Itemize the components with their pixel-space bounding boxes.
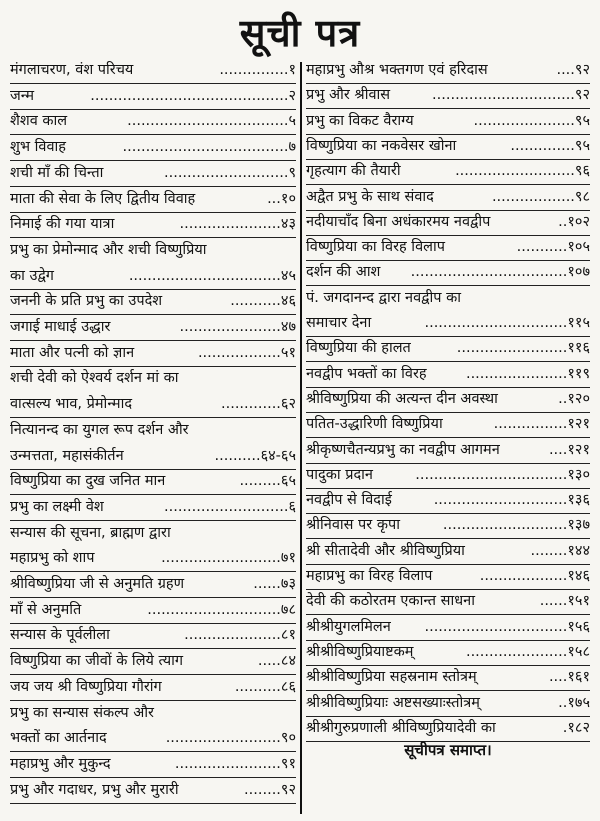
toc-entry: [10, 366, 296, 391]
toc-entry-title: शैशव काल: [10, 113, 68, 130]
toc-entry-title: श्रीश्रीविष्णुप्रिया सहस्रनाम स्तोत्रम्: [306, 669, 477, 686]
toc-entry-title: महाप्रभु का विरह विलाप: [306, 568, 433, 584]
toc-entry: [306, 438, 590, 464]
toc-entry: [306, 185, 590, 211]
toc-entry-title: मंगलाचरण, वंश परिचय: [10, 62, 134, 78]
toc-entry-page: ................१२१: [493, 416, 590, 433]
toc-entry: [306, 210, 590, 236]
toc-entry-title: प्रभु का विकट वैराग्य: [306, 112, 414, 129]
toc-entry: [10, 238, 296, 263]
toc-entry-title: पादुका प्रदान: [306, 466, 373, 483]
toc-entry-title: श्रीश्रीगुरुप्रणाली श्रीविष्णुप्रियादेवी का: [306, 719, 496, 736]
toc-entry-title: प्रभु और श्रीवास: [306, 87, 391, 104]
toc-entry: [10, 598, 296, 624]
toc-entry-page: ........९२: [244, 781, 296, 798]
toc-entry-page: ...........४६: [230, 293, 296, 310]
toc-entry: [306, 362, 590, 388]
toc-entry: [10, 495, 296, 521]
toc-entry-page: ..१७५: [558, 694, 590, 711]
toc-entry-title: देवी की कठोरतम एकान्त साधना: [306, 593, 475, 610]
toc-entry-title: प्रभु और गदाधर, प्रभु और मुरारी: [10, 781, 179, 798]
toc-entry-title: श्रीश्रीयुगलमिलन: [306, 618, 391, 635]
toc-entry-page: ...........१०५: [516, 239, 590, 256]
toc-entry-title: माता और पत्नी को ज्ञान: [10, 344, 135, 361]
toc-entry-title: जय जय श्री विष्णुप्रिया गौरांग: [10, 678, 162, 695]
toc-entry-page: ....९२: [556, 62, 590, 78]
toc-entry: [306, 260, 590, 286]
toc-entry-title: श्रीविष्णुप्रिया जी से अनुमति ग्रहण: [10, 576, 185, 592]
toc-entry-page: ...........................९: [164, 164, 296, 181]
toc-entry: [306, 412, 590, 438]
toc-entry: [306, 235, 590, 261]
toc-entry: [10, 546, 296, 572]
toc-entry-title: प्रभु का प्रेमोन्माद और शची विष्णुप्रिया: [10, 241, 207, 258]
toc-entry-page: ....................................७: [122, 139, 296, 156]
toc-entry-page: ..............९५: [510, 137, 590, 154]
toc-entry-title: दर्शन की आश: [306, 264, 381, 281]
toc-entry-title: श्रीनिवास पर कृपा: [306, 517, 400, 534]
toc-entry-page: ......................११९: [465, 365, 590, 382]
toc-entry-page: .....................८१: [184, 627, 296, 644]
toc-entry-title: शची देवी को ऐश्वर्य दर्शन मां का: [10, 370, 179, 387]
toc-entry-page: ...१०: [267, 190, 296, 207]
toc-entry: [10, 572, 296, 598]
toc-entry-page: .............................७८: [147, 601, 296, 618]
toc-entry: [306, 640, 590, 666]
toc-entry-title: समाचार देना: [306, 315, 372, 331]
toc-entry-title: नित्यानन्द का युगल रूप दर्शन और: [10, 421, 189, 438]
toc-entry-title: का उद्वेग: [10, 267, 54, 284]
toc-entry-title: वात्सल्य भाव, प्रेमोन्माद: [10, 396, 133, 413]
toc-entry: [10, 726, 296, 752]
toc-entry: [10, 109, 296, 135]
toc-entry: [306, 159, 590, 185]
toc-entry-page: .......................९१: [174, 755, 296, 772]
toc-entry: [10, 675, 296, 701]
toc-entry-title: जन्म: [10, 87, 35, 104]
toc-entry: [10, 58, 296, 84]
toc-entry-page: .........................९०: [165, 730, 296, 747]
toc-entry: [306, 691, 590, 717]
toc-entry: [10, 315, 296, 341]
toc-entry: [306, 463, 590, 489]
toc-entry: [10, 341, 296, 367]
toc-entry-page: ...............................९२: [432, 87, 590, 104]
toc-entry: [10, 418, 296, 443]
toc-entry: [10, 392, 296, 418]
toc-entry-page: ...........................................२: [90, 87, 296, 104]
toc-entry-page: ..१२०: [558, 390, 590, 407]
toc-entry-title: श्री सीतादेवी और श्रीविष्णुप्रिया: [306, 542, 465, 559]
toc-entry-title: गृहत्याग की तैयारी: [306, 163, 401, 180]
toc-entry: [10, 264, 296, 290]
toc-entry: [306, 83, 590, 109]
toc-entry-page: ........................११६: [456, 340, 590, 357]
toc-entry-title: अद्वैत प्रभु के साथ संवाद: [306, 188, 434, 205]
toc-entry: [306, 564, 590, 590]
toc-entry-title: माँ से अनुमति: [10, 601, 82, 618]
toc-entry: [306, 311, 590, 337]
toc-entry: [10, 752, 296, 778]
toc-entry-title: महाप्रभु को शाप: [10, 550, 95, 567]
toc-entry-page: ......................४३: [179, 216, 296, 233]
toc-entry: [306, 134, 590, 160]
toc-entry: [10, 187, 296, 213]
toc-entry-title: सन्यास के पूर्वलीला: [10, 627, 110, 644]
toc-entry-title: निमाई की गया यात्रा: [10, 216, 115, 233]
toc-entry-page: ......७३: [253, 576, 296, 592]
toc-entry-page: ...............................१५६: [424, 618, 590, 635]
toc-entry-page: ....१२१: [548, 441, 590, 458]
toc-entry-page: ..........८६: [234, 678, 296, 695]
toc-entry: [306, 615, 590, 641]
page-title: सूची पत्र: [239, 11, 361, 55]
toc-entry-title: श्रीश्रीविष्णुप्रियाः अष्टसख्याःस्तोत्रम्: [306, 694, 480, 711]
toc-entry: [10, 778, 296, 804]
toc-entry-title: महाप्रभु औश्र भक्तगण एवं हरिदास: [306, 62, 488, 78]
toc-entry-title: शुभ विवाह: [10, 139, 66, 156]
toc-entry-title: भक्तों का आर्तनाद: [10, 730, 107, 747]
toc-entry: [306, 488, 590, 514]
toc-entry-title: उन्मत्तता, महासंकीर्तन: [10, 447, 124, 464]
toc-entry-page: ..........................९६: [455, 163, 590, 180]
toc-entry-page: ...................................५: [127, 113, 296, 130]
toc-entry-page: .............६२: [221, 396, 296, 413]
toc-entry-page: ..................................१०७: [410, 264, 590, 281]
toc-entry-title: श्रीविष्णुप्रिया की अत्यन्त दीन अवस्था: [306, 390, 498, 407]
toc-entry-title: सन्यास की सूचना, ब्राह्मण द्वारा: [10, 524, 171, 541]
toc-entry-title: विष्णुप्रिया का नकवेसर खोना: [306, 137, 457, 154]
toc-entry: [306, 539, 590, 565]
column-divider: [300, 62, 302, 814]
toc-entry: [306, 387, 590, 413]
toc-entry-page: .१८२: [562, 719, 590, 736]
toc-entry-title: माता की सेवा के लिए द्वितीय विवाह: [10, 190, 196, 207]
toc-entry: [306, 109, 590, 135]
toc-entry: [306, 286, 590, 311]
toc-entry-title: नवद्वीप से विदाई: [306, 492, 392, 509]
toc-entry-title: विष्णुप्रिया का दुख जनित मान: [10, 473, 166, 490]
toc-entry: [10, 84, 296, 110]
toc-entry-page: ...............................११५: [424, 315, 590, 331]
toc-entry-title: विष्णुप्रिया की हालत: [306, 340, 411, 357]
toc-entry-page: .............................१३६: [433, 492, 590, 509]
toc-entry-title: पतित-उद्धारिणी विष्णुप्रिया: [306, 416, 443, 433]
toc-entry-page: ......१५१: [539, 593, 590, 610]
toc-entry-page: ...........................६: [164, 498, 296, 515]
toc-entry-page: ......................१५८: [465, 643, 590, 660]
toc-entry-page: ...................१४६: [479, 568, 590, 584]
toc-entry-title: पं. जगदानन्द द्वारा नवद्वीप का: [306, 289, 461, 306]
toc-entry-title: महाप्रभु और मुकुन्द: [10, 755, 111, 772]
toc-entry-page: ......................९५: [473, 112, 590, 129]
toc-entry: [306, 58, 590, 84]
toc-entry-title: शची माँ की चिन्ता: [10, 164, 104, 181]
toc-entry-page: .....८४: [257, 653, 296, 670]
toc-entry-page: ..१०२: [558, 213, 590, 230]
toc-entry-page: ......................४७: [179, 319, 296, 335]
toc-entry-title: प्रभु का लक्ष्मी वेश: [10, 498, 104, 515]
toc-entry-page: .........६५: [239, 473, 296, 490]
toc-entry: [10, 444, 296, 470]
toc-entry: [10, 161, 296, 187]
toc-entry: [306, 513, 590, 539]
toc-entry-page: .................................४५: [128, 267, 296, 284]
toc-entry-page: ..................५१: [197, 344, 296, 361]
toc-entry-title: जननी के प्रति प्रभु का उपदेश: [10, 293, 163, 310]
toc-entry-page: ..........................७१: [161, 550, 296, 567]
toc-entry-title: जगाई माधाई उद्धार: [10, 319, 111, 335]
toc-entry: [306, 336, 590, 362]
toc-entry-page: ...............१: [219, 62, 296, 78]
closing-note: सूचीपत्र समाप्त।: [404, 741, 492, 759]
toc-entry: [10, 469, 296, 495]
toc-entry: [10, 212, 296, 238]
toc-entry: [306, 665, 590, 691]
toc-entry-title: विष्णुप्रिया का जीवों के लिये त्याग: [10, 653, 184, 670]
toc-entry-title: नवद्वीप भक्तों का विरह: [306, 365, 427, 382]
toc-entry-page: ..........६४-६५: [214, 447, 296, 464]
toc-entry: [10, 521, 296, 546]
toc-entry-page: ....१६१: [548, 669, 590, 686]
toc-entry: [306, 589, 590, 615]
toc-entry: [10, 649, 296, 675]
toc-entry-title: श्रीश्रीविष्णुप्रियाष्टकम्: [306, 643, 414, 660]
toc-entry-title: नदीयाचाँद बिना अधंकारमय नवद्वीप: [306, 213, 491, 230]
toc-entry-page: ...........................१३७: [442, 517, 590, 534]
toc-entry: [10, 701, 296, 726]
toc-entry-page: ........१४४: [530, 542, 590, 559]
toc-entry-page: ..................९८: [491, 188, 590, 205]
toc-entry-page: .................................१३०: [415, 466, 590, 483]
toc-entry-title: प्रभु का सन्यास संकल्प और: [10, 704, 154, 721]
toc-entry: [10, 135, 296, 161]
toc-entry: [10, 623, 296, 649]
toc-entry-title: श्रीकृष्णचैतन्यप्रभु का नवद्वीप आगमन: [306, 441, 500, 458]
toc-entry: [10, 289, 296, 315]
toc-entry-title: विष्णुप्रिया का विरह विलाप: [306, 239, 445, 256]
